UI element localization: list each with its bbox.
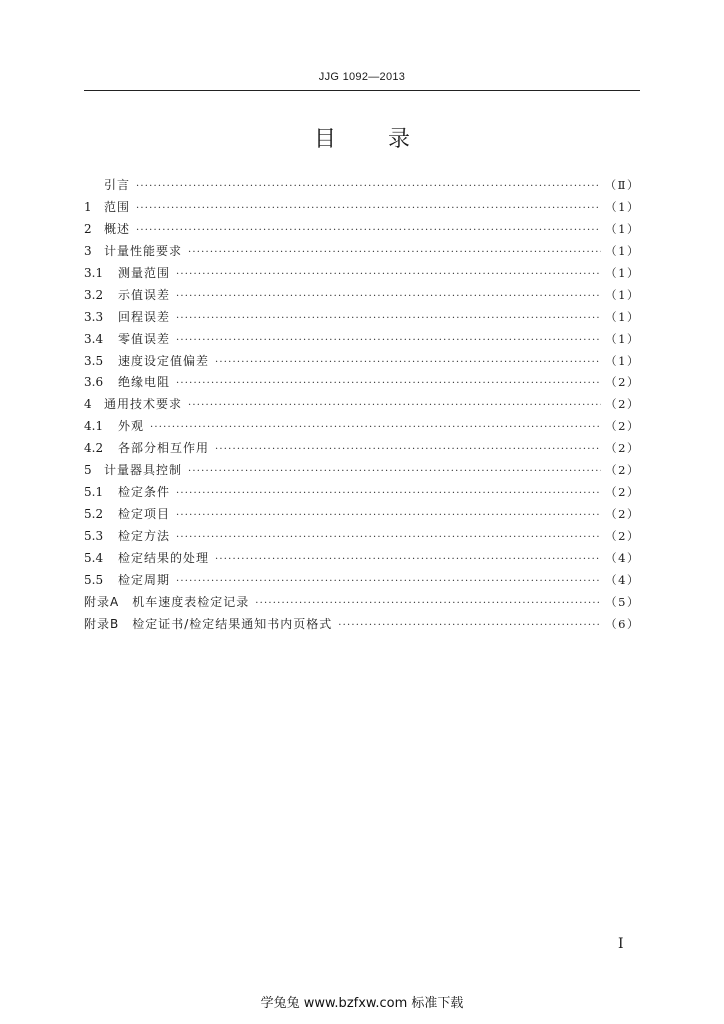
toc-entry[interactable] bbox=[84, 549, 640, 571]
toc-entry[interactable] bbox=[84, 330, 640, 352]
toc-dot-leader bbox=[136, 203, 601, 214]
toc-entry-page: （2） bbox=[605, 419, 640, 434]
toc-entry-page: （5） bbox=[605, 594, 640, 609]
toc-entry-label: 速度设定值偏差 bbox=[118, 353, 210, 368]
toc-dot-leader bbox=[255, 598, 601, 609]
toc-entry-label: 示值误差 bbox=[118, 287, 171, 302]
toc-dot-leader bbox=[176, 313, 601, 324]
toc-entry-label: 通用技术要求 bbox=[104, 397, 183, 412]
toc-entry-label: 检定周期 bbox=[118, 572, 171, 587]
toc-entry-number: 1 bbox=[84, 199, 92, 214]
toc-entry-number: 5.5 bbox=[84, 572, 104, 587]
standard-code: JJG 1092—2013 bbox=[318, 71, 406, 83]
toc-dot-leader bbox=[176, 576, 601, 587]
toc-entry-label: 概述 bbox=[104, 221, 131, 236]
toc-entry-label: 附录A 机车速度表检定记录 bbox=[84, 594, 250, 609]
toc-entry-page: （1） bbox=[605, 221, 640, 236]
toc-entry-label: 绝缘电阻 bbox=[118, 375, 171, 390]
toc-dot-leader bbox=[215, 444, 601, 455]
toc-entry-label: 检定结果的处理 bbox=[118, 550, 210, 565]
toc-entry-page: （2） bbox=[605, 507, 640, 522]
toc-entry-label: 检定项目 bbox=[118, 507, 171, 522]
toc-entry-number: 5.1 bbox=[84, 485, 104, 500]
toc-entry[interactable] bbox=[84, 198, 640, 220]
toc-dot-leader bbox=[188, 466, 601, 477]
toc-entry-page: （4） bbox=[605, 572, 640, 587]
toc-entry-number: 4 bbox=[84, 397, 92, 412]
toc-entry-number: 5.4 bbox=[84, 550, 104, 565]
toc-entry-label: 检定条件 bbox=[118, 485, 171, 500]
toc-entry[interactable] bbox=[84, 264, 640, 286]
toc-dot-leader bbox=[188, 247, 601, 258]
toc-entry-number: 5.2 bbox=[84, 507, 104, 522]
toc-dot-leader bbox=[176, 269, 601, 280]
toc-entry[interactable] bbox=[84, 527, 640, 549]
toc-entry[interactable] bbox=[84, 242, 640, 264]
toc-entry-label: 零值误差 bbox=[118, 331, 171, 346]
toc-entry[interactable] bbox=[84, 417, 640, 439]
toc-entry-label: 计量器具控制 bbox=[104, 463, 183, 478]
toc-entry-page: （4） bbox=[605, 550, 640, 565]
toc-dot-leader bbox=[176, 335, 601, 346]
toc-entry[interactable] bbox=[84, 483, 640, 505]
toc-entry[interactable] bbox=[84, 373, 640, 395]
toc-entry-label: 回程误差 bbox=[118, 309, 171, 324]
toc-entry[interactable] bbox=[84, 286, 640, 308]
toc-entry-number: 4.1 bbox=[84, 419, 104, 434]
toc-entry[interactable] bbox=[84, 505, 640, 527]
toc-entry-number: 3.2 bbox=[84, 287, 104, 302]
toc-entry[interactable] bbox=[84, 352, 640, 374]
toc-entry-page: （1） bbox=[605, 331, 640, 346]
toc-entry-number: 3.5 bbox=[84, 353, 104, 368]
toc-entry-number: 2 bbox=[84, 221, 92, 236]
toc-entry-label: 计量性能要求 bbox=[104, 243, 183, 258]
toc-entry-number: 3.3 bbox=[84, 309, 104, 324]
toc-entry-page: （1） bbox=[605, 353, 640, 368]
toc-dot-leader bbox=[136, 225, 601, 236]
toc-entry-number: 3 bbox=[84, 243, 92, 258]
toc-title: 目录 bbox=[313, 127, 462, 152]
toc-entry-page: （1） bbox=[605, 243, 640, 258]
toc-entry-number: 5.3 bbox=[84, 529, 104, 543]
toc-entry[interactable] bbox=[84, 439, 640, 461]
toc-dot-leader bbox=[176, 510, 601, 521]
toc-dot-leader bbox=[215, 357, 601, 368]
toc-entry-page: （2） bbox=[605, 463, 640, 478]
toc-entry[interactable] bbox=[84, 461, 640, 483]
toc-entry[interactable] bbox=[84, 220, 640, 242]
toc-entry-page: （1） bbox=[605, 287, 640, 302]
toc-entry-number: 4.2 bbox=[84, 441, 104, 456]
toc-entry[interactable] bbox=[84, 615, 640, 637]
toc-dot-leader bbox=[150, 422, 601, 433]
toc-entry-page: （6） bbox=[605, 616, 640, 631]
toc-dot-leader bbox=[176, 532, 601, 543]
toc-entry-page: （Ⅱ） bbox=[604, 178, 640, 192]
toc-entry-page: （2） bbox=[605, 397, 640, 412]
toc-dot-leader bbox=[215, 554, 601, 565]
toc-entry-page: （2） bbox=[605, 485, 640, 500]
toc-entry-page: （2） bbox=[605, 375, 640, 390]
toc-entry-page: （1） bbox=[605, 199, 640, 214]
toc-entry[interactable] bbox=[84, 593, 640, 615]
toc-entry-page: （2） bbox=[605, 529, 640, 543]
toc-entry-label: 附录B 检定证书/检定结果通知书内页格式 bbox=[84, 616, 333, 631]
toc-entry-page: （2） bbox=[605, 441, 640, 456]
toc-entry-number: 3.1 bbox=[84, 265, 104, 280]
table-of-contents bbox=[84, 176, 640, 637]
toc-dot-leader bbox=[188, 400, 601, 411]
toc-entry-label: 引言 bbox=[104, 178, 131, 192]
page-number: Ⅰ bbox=[618, 936, 624, 952]
toc-dot-leader bbox=[176, 378, 601, 389]
toc-entry-label: 范围 bbox=[104, 199, 131, 214]
toc-dot-leader bbox=[136, 181, 601, 192]
toc-dot-leader bbox=[338, 620, 601, 631]
toc-entry-number: 3.4 bbox=[84, 331, 104, 346]
toc-entry[interactable] bbox=[84, 571, 640, 593]
toc-entry[interactable] bbox=[84, 308, 640, 330]
toc-dot-leader bbox=[176, 291, 601, 302]
toc-entry-label: 外观 bbox=[118, 419, 145, 434]
toc-entry-number: 3.6 bbox=[84, 375, 104, 390]
toc-dot-leader bbox=[176, 488, 601, 499]
toc-entry-number: 5 bbox=[84, 463, 92, 478]
toc-entry-label: 测量范围 bbox=[118, 265, 171, 280]
header-divider bbox=[84, 90, 640, 91]
toc-entry[interactable] bbox=[84, 395, 640, 417]
toc-entry-label: 检定方法 bbox=[118, 529, 171, 543]
toc-entry-label: 各部分相互作用 bbox=[118, 441, 210, 456]
toc-entry[interactable] bbox=[84, 176, 640, 198]
toc-entry-page: （1） bbox=[605, 265, 640, 280]
toc-entry-page: （1） bbox=[605, 309, 640, 324]
footer-watermark: 学兔兔 www.bzfxw.com 标准下载 bbox=[260, 996, 464, 1011]
